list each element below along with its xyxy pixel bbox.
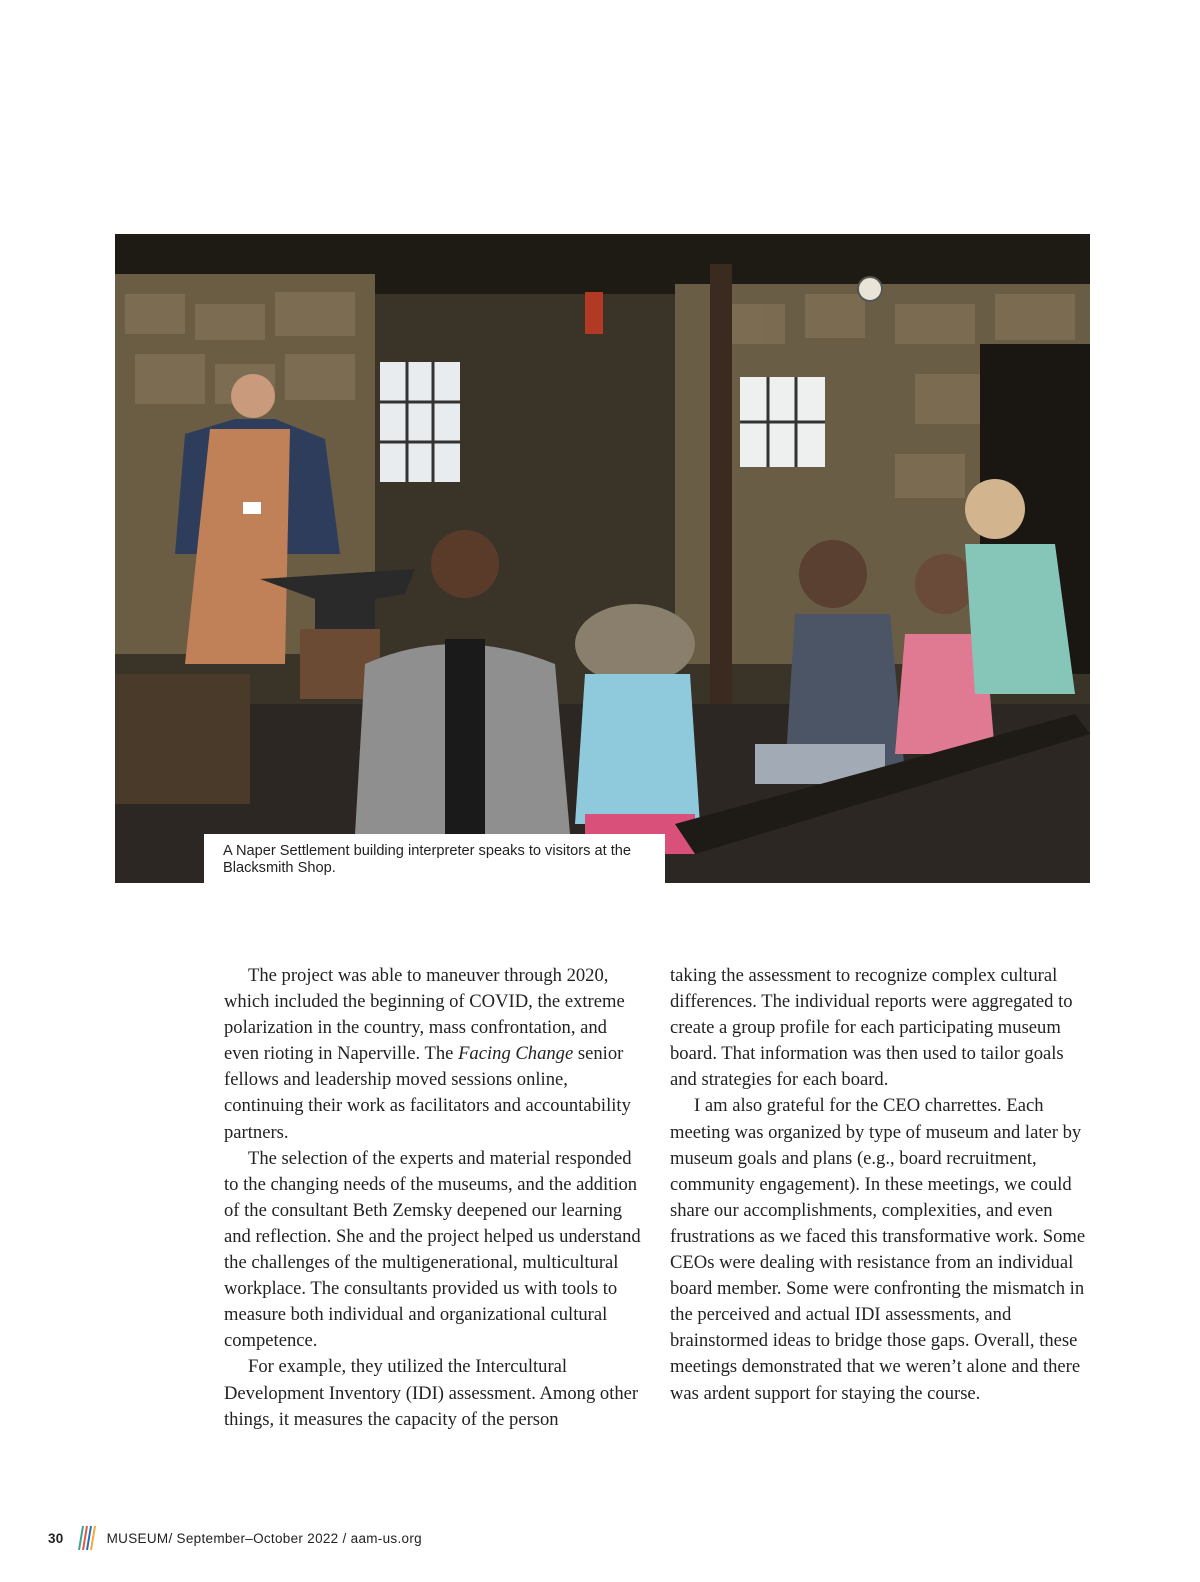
- page-number: 30: [48, 1530, 64, 1546]
- paragraph: [224, 963, 644, 1146]
- paragraph-text: The project was able to maneuver through 2020, which included the beginning of COVID, the extreme polarization in the country, mass confrontation, and even rioting in Naperville. The: [224, 965, 625, 1065]
- program-name: Facing Change: [458, 1043, 574, 1065]
- article-column-right: [670, 963, 1090, 1433]
- publication-name: MUSEUM: [106, 1530, 169, 1546]
- article-body: [224, 963, 1090, 1433]
- photo-caption: A Naper Settlement building interpreter speaks to visitors at the Blacksmith Shop.: [204, 834, 665, 883]
- paragraph: I am also grateful for the CEO charrettes. Each meeting was organized by type of museum and later by museum goals and plans (e.g., board recruitment, community engagement). In these meetings, we could share our accomplishments, complexities, and even frustrations as we faced this transformative work. Some CEOs were dealing with resistance from an individual board member. Some were confronting the mismatch in the perceived and actual IDI assessments, and brainstormed ideas to bridge those gaps. Overall, these meetings demonstrated that we weren’t alone and there was ardent support for staying the course.: [670, 1095, 1086, 1404]
- paragraph-text: senior fellows and leadership moved sessions online, continuing their work as facilitators and accountability partners.: [224, 1043, 631, 1143]
- page-footer: [48, 1524, 422, 1552]
- museum-logo-icon: [74, 1524, 98, 1552]
- paragraph: For example, they utilized the Intercultural Development Inventory (IDI) assessment. Among other things, it measures the capacity of the person: [224, 1356, 639, 1430]
- article-column-left: [224, 963, 644, 1433]
- blacksmith-shop-photo: [115, 234, 1090, 883]
- paragraph: taking the assessment to recognize complex cultural differences. The individual reports were aggregated to create a group profile for each participating museum board. That information was then used to tailor goals and strategies for each board.: [670, 965, 1073, 1091]
- issue-info: / September–October 2022 / aam-us.org: [168, 1530, 422, 1546]
- paragraph: The selection of the experts and material responded to the changing needs of the museums, and the addition of the consultant Beth Zemsky deepened our learning and reflection. She and the project helped us understand the challenges of the multigenerational, multicultural workplace. The consultants provided us with tools to measure both individual and organizational cultural competence.: [224, 1147, 641, 1352]
